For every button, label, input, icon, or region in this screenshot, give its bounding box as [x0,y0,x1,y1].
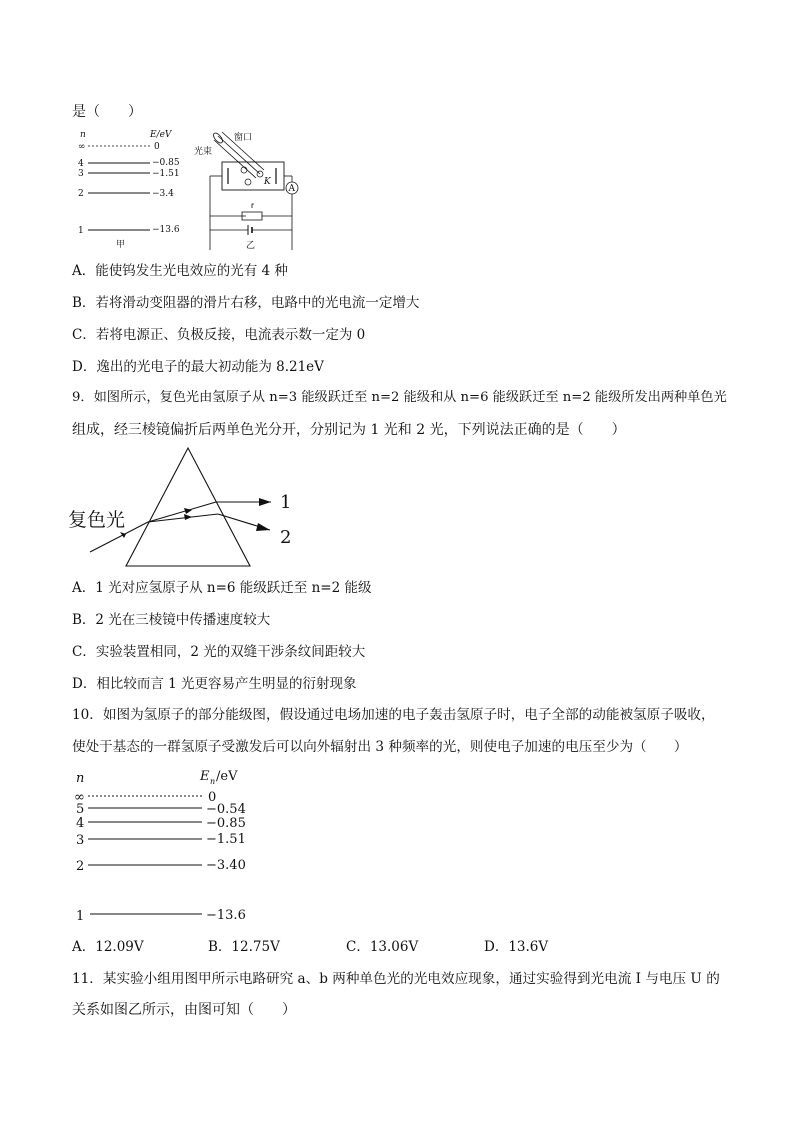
e-axis-label: E/eV [150,130,172,140]
ray-2-label: 2 [280,527,292,548]
beam-label: 光束 [194,147,213,157]
emergent-arrow-icon-2 [256,523,270,531]
ray-1-label: 1 [280,492,292,513]
level-e-1: −13.6 [206,908,246,923]
level-e-3: −1.51 [206,832,246,847]
q10-energy-level-diagram [70,766,260,926]
q9-stem-line2: 组成，经三棱镜偏折后两单色光分开，分别记为 1 光和 2 光，下列说法正确的是（ ） [72,422,626,438]
q9-option-d: D．相比较而言 1 光更容易产生明显的衍射现象 [72,676,357,692]
q8-option-c: C．若将电源正、负极反接，电流表示数一定为 0 [72,327,366,343]
q10-option-b: B．12.75V [208,939,280,955]
q8-energy-level-diagram [72,126,192,252]
level-e-4: −0.85 [206,816,246,831]
q11-stem-line1: 11．某实验小组用图甲所示电路研究 a、b 两种单色光的光电效应现象，通过实验得到光电流 I 与电压 U 的 [72,971,720,987]
level-n-4: 4 [76,816,85,831]
level-n-inf: ∞ [78,142,86,152]
level-n-5: 5 [76,802,85,817]
beam-line-3 [214,140,256,178]
rheostat-slider-icon [252,204,254,208]
q10-stem-line2: 使处于基态的一群氢原子受激发后可以向外辐射出 3 种频率的光，则使电子加速的电压至少为（ ） [72,739,688,755]
level-n-3: 3 [76,833,85,848]
q10-stem-line1: 10．如图为氢原子的部分能级图，假设通过电场加速的电子轰击氢原子时，电子全部的动能被氢原子吸收， [72,707,715,723]
electron-icon-1 [241,167,247,173]
level-e-inf: 0 [154,142,160,152]
level-e-4: −0.85 [152,158,180,168]
phototube-box [222,162,284,190]
q8-option-d: D．逸出的光电子的最大初动能为 8.21eV [72,359,324,375]
prism-triangle [126,448,250,566]
level-n-1: 1 [76,909,85,924]
q9-option-b: B．2 光在三棱镜中传播速度较大 [72,612,271,628]
window-label: 窗口 [234,133,253,143]
e-axis-subscript: n [210,777,216,786]
ammeter-label: A [288,184,295,194]
q9-stem-line1: 9．如图所示，复色光由氢原子从 n=3 能级跃迁至 n=2 能级和从 n=6 能级跃迁至 n=2 能级所发出两种单色光 [72,390,727,405]
q8-stem-tail: 是（ ） [72,104,142,120]
level-e-2: −3.4 [152,189,174,199]
n-axis-label: n [80,130,86,140]
level-n-2: 2 [78,189,84,199]
q8-option-a: A．能使钨发生光电效应的光有 4 种 [72,263,288,279]
level-n-inf: ∞ [74,790,85,805]
cathode-k-label: K [264,177,271,187]
figure-caption-yi: 乙 [246,241,256,251]
q8-photoelectric-circuit [190,126,310,252]
level-n-2: 2 [76,859,85,874]
q10-option-c: C．13.06V [346,939,419,955]
level-e-1: −13.6 [152,225,180,235]
q11-stem-line2: 关系如图乙所示，由图可知（ ） [72,1002,296,1018]
n-axis-label: n [76,771,85,786]
e-axis-label: E [200,769,210,784]
level-n-1: 1 [78,226,84,236]
incident-arrow-icon [120,532,126,538]
q9-prism-diagram [66,444,326,570]
e-axis-unit: /eV [216,769,238,784]
electron-icon-3 [245,179,251,185]
refracted-ray-2 [148,514,218,522]
q9-option-a: A．1 光对应氢原子从 n=6 能级跃迁至 n=2 能级 [72,580,372,596]
lens-icon [212,131,224,144]
figure-caption-jia: 甲 [116,240,126,250]
level-e-3: −1.51 [152,169,180,179]
emergent-arrow-icon-1 [259,498,271,506]
level-e-2: −3.40 [206,858,246,873]
refracted-arrow-icon-2 [184,514,192,520]
incident-light-label: 复色光 [68,509,126,531]
q8-option-b: B．若将滑动变阻器的滑片右移，电路中的光电流一定增大 [72,295,420,311]
level-e-inf: 0 [208,790,217,805]
level-n-4: 4 [78,159,84,169]
q10-option-a: A．12.09V [72,939,144,955]
level-e-5: −0.54 [206,802,246,817]
level-n-3: 3 [78,169,84,179]
q9-option-c: C．实验装置相同，2 光的双缝干涉条纹间距较大 [72,644,366,660]
q10-option-d: D．13.6V [484,939,549,955]
